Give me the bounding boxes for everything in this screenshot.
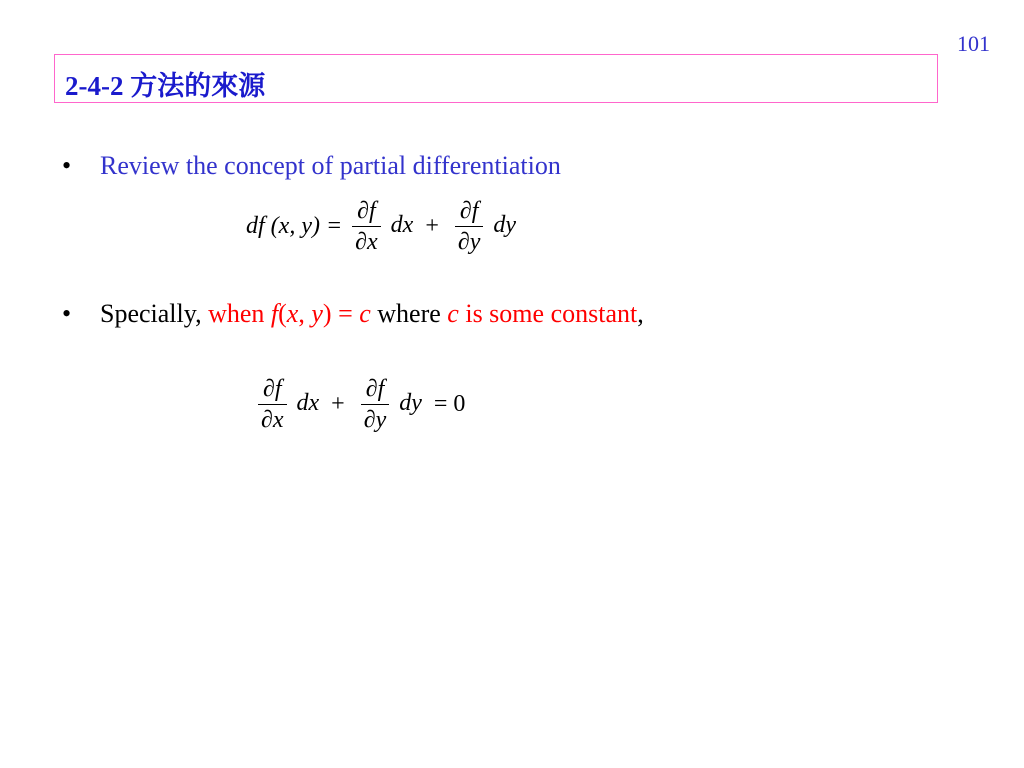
when-text: when <box>208 299 265 328</box>
page-number: 101 <box>957 31 990 56</box>
eq2-frac2-den: ∂y <box>363 407 387 433</box>
constant-text: is some constant <box>465 299 638 328</box>
bullet-marker: • <box>62 299 72 328</box>
end-comma: , <box>637 299 644 328</box>
eq2-frac-dfdx <box>258 374 287 435</box>
equation-total-differential <box>246 196 516 257</box>
eq1-frac2-den: ∂y <box>457 229 481 255</box>
eq1-frac-dfdy <box>455 196 484 257</box>
eq2-frac2-num: ∂f <box>361 374 390 405</box>
eq2-term-dy: dy <box>399 390 422 417</box>
eq2-frac1-num: ∂f <box>258 374 287 405</box>
eq2-frac-dfdy <box>361 374 390 435</box>
title-box <box>54 54 938 103</box>
eq1-lhs: df (x, y) = <box>246 213 343 239</box>
bullet-review <box>62 151 561 181</box>
eq1-term-dx: dx <box>390 212 414 239</box>
equation-zero-differential <box>254 374 465 435</box>
condition: f(x, y) = c <box>270 299 371 328</box>
eq2-term-dx: dx <box>296 390 320 417</box>
eq2-plus: + <box>331 391 345 417</box>
eq1-frac1-den: ∂x <box>355 229 378 255</box>
eq1-frac-dfdx <box>352 196 381 257</box>
eq2-frac1-den: ∂x <box>261 407 284 433</box>
where-text: where <box>377 299 441 328</box>
bullet-review-text: Review the concept of partial differentiation <box>100 151 561 180</box>
slide-title: 2-4-2 方法的來源 <box>65 71 266 101</box>
eq2-rhs: = 0 <box>433 391 466 417</box>
specially-prefix: Specially, <box>100 299 202 328</box>
eq1-frac1-num: ∂f <box>352 196 381 227</box>
eq1-plus: + <box>425 213 439 239</box>
eq1-frac2-num: ∂f <box>455 196 484 227</box>
bullet-marker: • <box>62 151 72 180</box>
eq1-term-dy: dy <box>493 212 517 239</box>
bullet-specially <box>62 299 644 329</box>
constant-c: c <box>447 299 459 328</box>
